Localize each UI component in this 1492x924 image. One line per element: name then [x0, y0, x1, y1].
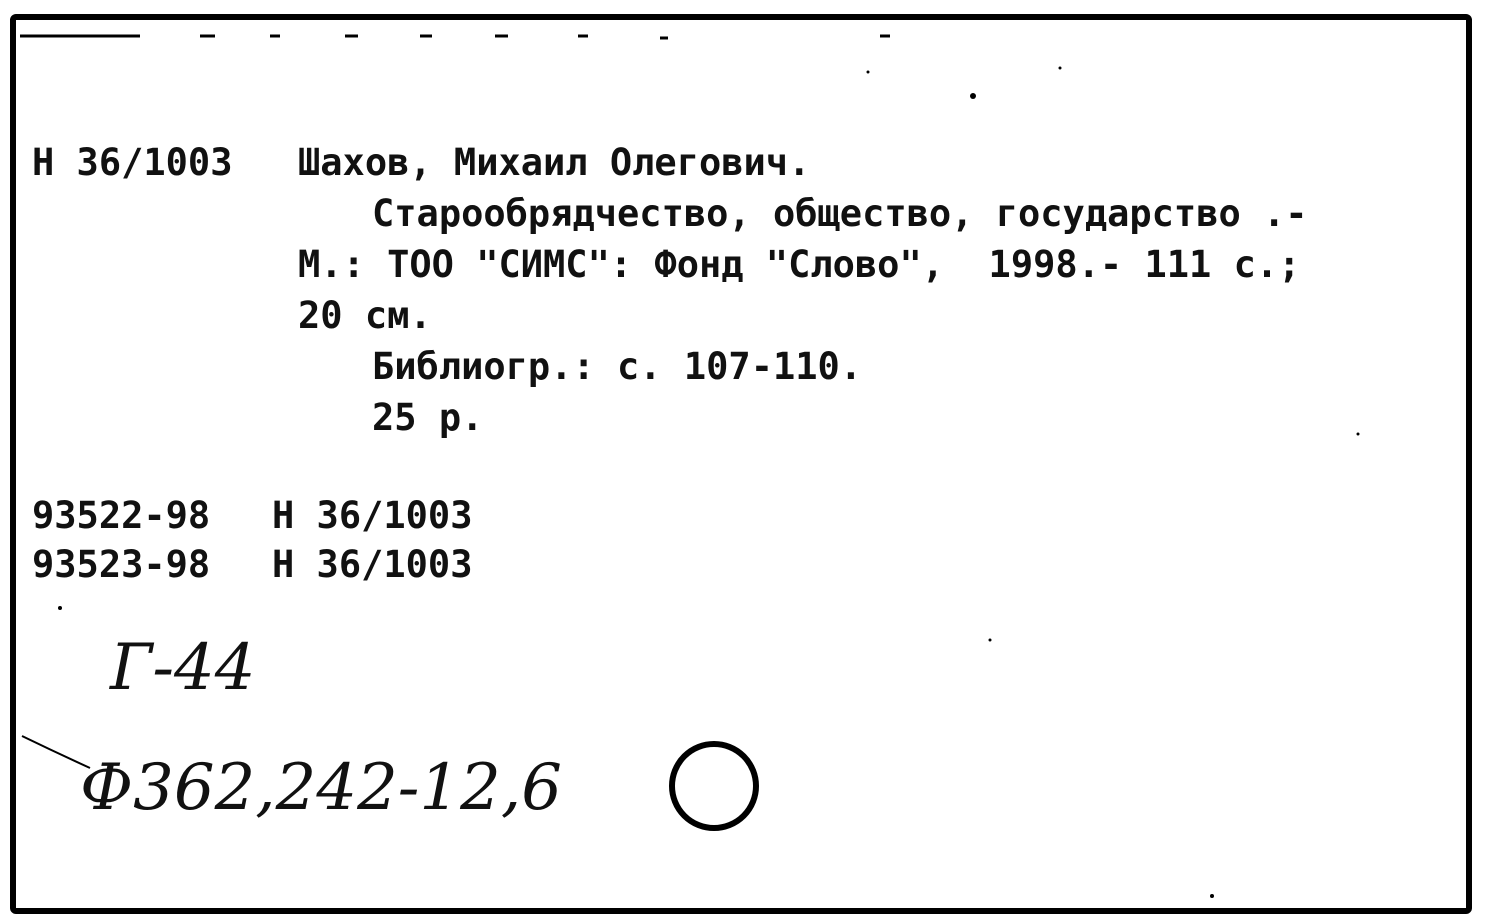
speck — [867, 71, 870, 74]
handwritten-note: Г-44 — [110, 631, 256, 705]
speck — [58, 606, 62, 610]
circle-mark-icon — [672, 744, 756, 828]
speck — [970, 93, 976, 99]
copy-shelfmark: Н 36/1003 — [272, 543, 473, 586]
size-line: 20 см. — [298, 294, 432, 337]
copy-inventory-number: 93523-98 — [32, 543, 211, 586]
title-line: Старообрядчество, общество, государство .- — [372, 192, 1308, 235]
call-number: Н 36/1003 — [32, 141, 233, 184]
speck — [1210, 894, 1214, 898]
speck — [1059, 67, 1062, 70]
handwritten-classification: Ф362,242-12,6 — [80, 751, 562, 825]
copy-shelfmark: Н 36/1003 — [272, 494, 473, 537]
bibliography-note: Библиогр.: с. 107-110. — [372, 345, 863, 388]
imprint-line: М.: ТОО "СИМС": Фонд "Слово", 1998.- 111 с.; — [298, 243, 1301, 286]
price-note: 25 р. — [372, 396, 484, 439]
speck — [1357, 433, 1360, 436]
copy-inventory-number: 93522-98 — [32, 494, 211, 537]
author-line: Шахов, Михаил Олегович. — [298, 141, 811, 184]
speck — [989, 639, 992, 642]
